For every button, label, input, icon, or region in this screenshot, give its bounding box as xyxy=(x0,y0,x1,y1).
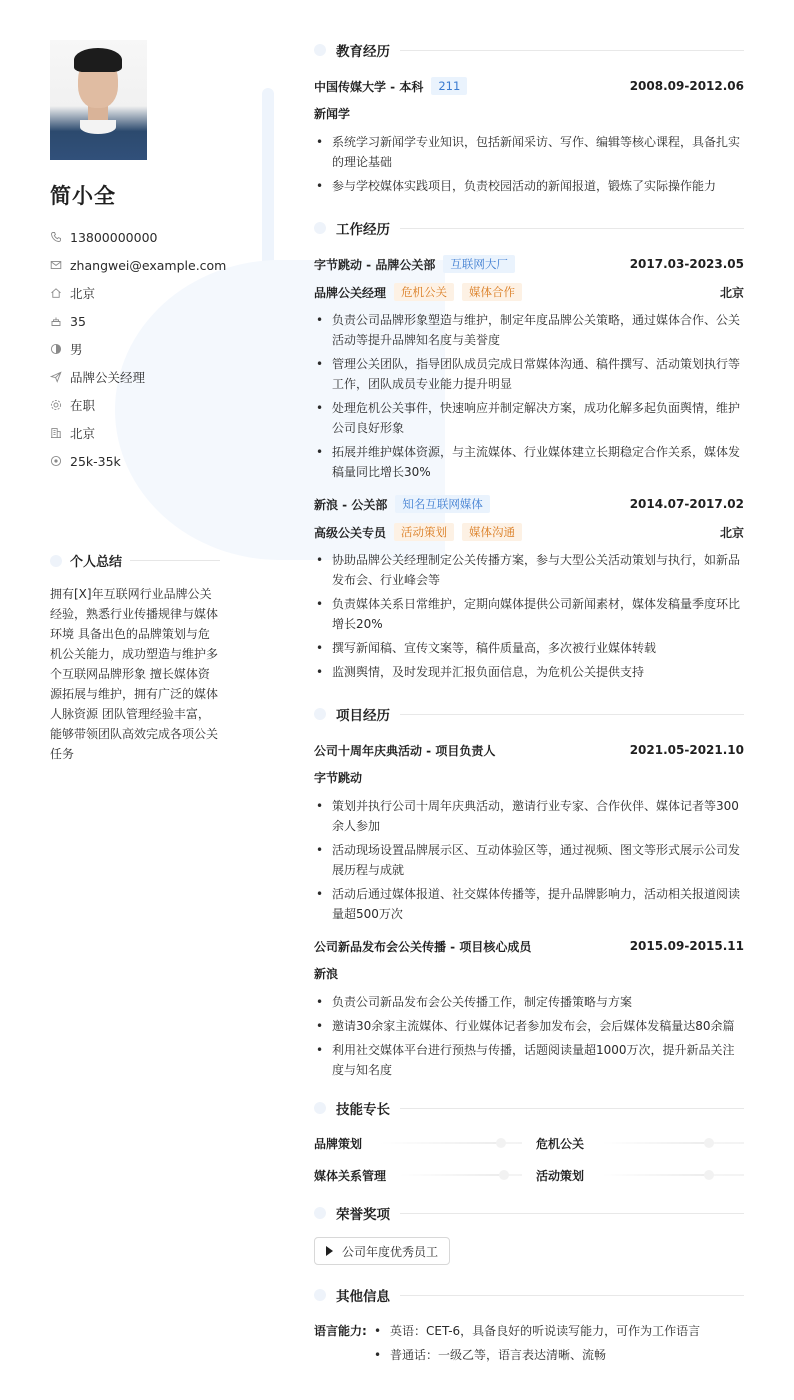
home-icon xyxy=(50,287,62,299)
info-position: 品牌公关经理 xyxy=(50,363,220,391)
age-icon xyxy=(50,315,62,327)
skill-item xyxy=(314,1165,522,1185)
main-content xyxy=(314,40,744,1369)
list-item: • 活动后通过媒体报道、社交媒体传播等，提升品牌影响力，活动相关报道阅读量超500万次 xyxy=(314,884,744,924)
education-period: 2008.09-2012.06 xyxy=(629,79,744,93)
list-item: • 撰写新闻稿、宣传文案等，稿件质量高，多次被行业媒体转载 xyxy=(314,638,744,658)
section-dot-icon xyxy=(314,1102,326,1114)
role-tag: 媒体沟通 xyxy=(462,523,522,541)
list-item: • 协助品牌公关经理制定公关传播方案，参与大型公关活动策划与执行，如新品发布会、行业峰会等 xyxy=(314,550,744,590)
skill-item xyxy=(536,1133,744,1153)
info-email: zhangwei@example.com xyxy=(50,251,220,279)
list-item: • 普通话：一级乙等，语言表达清晰、流畅 xyxy=(372,1345,744,1365)
section-dot-icon xyxy=(314,44,326,56)
skill-knob xyxy=(704,1170,714,1180)
education-major: 新闻学 xyxy=(314,107,351,121)
salary-icon xyxy=(50,455,62,467)
role-tag: 危机公关 xyxy=(394,283,454,301)
list-item: • 活动现场设置品牌展示区、互动体验区等，通过视频、图文等形式展示公司发展历程与成就 xyxy=(314,840,744,880)
job-bullets xyxy=(314,310,744,482)
project-period: 2021.05-2021.10 xyxy=(629,743,744,757)
project-header xyxy=(314,740,744,760)
section-dot-icon xyxy=(314,1207,326,1219)
list-item: • 邀请30余家主流媒体、行业媒体记者参加发布会，会后媒体发稿量达80余篇 xyxy=(314,1016,744,1036)
project-bullets xyxy=(314,796,744,924)
skill-item xyxy=(536,1165,744,1185)
language-row xyxy=(314,1321,744,1369)
award-item[interactable]: 公司年度优秀员工 xyxy=(314,1237,450,1265)
company-tag: 互联网大厂 xyxy=(443,255,515,273)
info-age: 35 xyxy=(50,307,220,335)
skill-bar xyxy=(602,1174,744,1176)
school-tag: 211 xyxy=(431,77,467,95)
company-name: 新浪 - 公关部 xyxy=(314,497,388,512)
section-dot-icon xyxy=(314,222,326,234)
list-item: • 负责公司新品发布会公关传播工作，制定传播策略与方案 xyxy=(314,992,744,1012)
job-role: 品牌公关经理 xyxy=(314,285,387,300)
section-dot-icon xyxy=(314,708,326,720)
send-icon xyxy=(50,371,62,383)
project-org: 字节跳动 xyxy=(314,771,363,785)
skill-bar xyxy=(602,1142,744,1144)
job-period: 2017.03-2023.05 xyxy=(629,257,744,271)
contact-info-list xyxy=(50,223,227,475)
skills-section-header: 技能专长 xyxy=(314,1098,744,1118)
job-role: 高级公关专员 xyxy=(314,525,387,540)
list-item: • 拓展并维护媒体资源，与主流媒体、行业媒体建立长期稳定合作关系，媒体发稿量同比增长30% xyxy=(314,442,744,482)
job-bullets xyxy=(314,550,744,682)
education-bullets xyxy=(314,132,744,196)
awards-section-header: 荣誉奖项 xyxy=(314,1203,744,1223)
list-item: • 负责媒体关系日常维护，定期向媒体提供公司新闻素材，媒体发稿量季度环比增长20% xyxy=(314,594,744,634)
status-icon xyxy=(50,399,62,411)
job-role-row xyxy=(314,522,744,542)
list-item: • 利用社交媒体平台进行预热与传播，话题阅读量超1000万次，提升新品关注度与知名度 xyxy=(314,1040,744,1080)
other-section-header: 其他信息 xyxy=(314,1285,744,1305)
section-dot-icon xyxy=(50,555,62,567)
skill-name: 媒体关系管理 xyxy=(314,1168,387,1183)
summary-title: 个人总结 xyxy=(70,555,123,570)
list-item: • 系统学习新闻学专业知识，包括新闻采访、写作、编辑等核心课程，具备扎实的理论基础 xyxy=(314,132,744,172)
role-tag: 媒体合作 xyxy=(462,283,522,301)
work-section-header: 工作经历 xyxy=(314,218,744,238)
role-tag: 活动策划 xyxy=(394,523,454,541)
info-salary: 25k-35k xyxy=(50,447,220,475)
section-dot-icon xyxy=(314,1289,326,1301)
job-location: 北京 xyxy=(719,525,744,540)
job-period: 2014.07-2017.02 xyxy=(629,497,744,511)
info-phone: 13800000000 xyxy=(50,223,220,251)
job-header xyxy=(314,494,744,514)
building-icon xyxy=(50,427,62,439)
summary-text: 拥有[X]年互联网行业品牌公关经验，熟悉行业传播规律与媒体环境 具备出色的品牌策划与危机公关能力，成功塑造与维护多个互联网品牌形象 擅长媒体资源拓展与维护，拥有广泛的媒体人脉资源 团队管理经验丰富，能够带领团队高效完成各项公关任务 xyxy=(50,587,219,761)
info-gender: 男 xyxy=(50,335,220,363)
info-work-city: 北京 xyxy=(50,419,220,447)
summary-section-header xyxy=(50,551,220,570)
avatar xyxy=(50,40,147,160)
info-city: 北京 xyxy=(50,279,220,307)
language-list xyxy=(372,1321,744,1369)
job-header xyxy=(314,254,744,274)
mail-icon xyxy=(50,259,62,271)
skill-knob xyxy=(496,1138,506,1148)
list-item: • 管理公关团队，指导团队成员完成日常媒体沟通、稿件撰写、活动策划执行等工作，团队成员专业能力提升明显 xyxy=(314,354,744,394)
company-name: 字节跳动 - 品牌公关部 xyxy=(314,257,436,272)
education-section-header: 教育经历 xyxy=(314,40,744,60)
education-row xyxy=(314,76,744,96)
skill-item xyxy=(314,1133,522,1153)
project-bullets xyxy=(314,992,744,1080)
skill-bar xyxy=(400,1174,522,1176)
sidebar xyxy=(50,40,227,764)
list-item: • 策划并执行公司十周年庆典活动，邀请行业专家、合作伙伴、媒体记者等300余人参加 xyxy=(314,796,744,836)
skill-knob xyxy=(499,1170,509,1180)
candidate-name: 简小全 xyxy=(50,184,116,208)
phone-icon xyxy=(50,231,62,243)
skill-bar xyxy=(380,1142,522,1144)
job-location: 北京 xyxy=(719,285,744,300)
project-period: 2015.09-2015.11 xyxy=(629,939,744,953)
list-item: • 英语：CET-6，具备良好的听说读写能力，可作为工作语言 xyxy=(372,1321,744,1341)
list-item: • 参与学校媒体实践项目，负责校园活动的新闻报道，锻炼了实际操作能力 xyxy=(314,176,744,196)
gender-icon xyxy=(50,343,62,355)
company-tag: 知名互联网媒体 xyxy=(395,495,490,513)
list-item: • 负责公司品牌形象塑造与维护，制定年度品牌公关策略，通过媒体合作、公关活动等提升品牌知名度与美誉度 xyxy=(314,310,744,350)
skill-name: 活动策划 xyxy=(536,1168,585,1183)
project-name: 公司新品发布会公关传播 - 项目核心成员 xyxy=(314,939,532,954)
projects-section-header: 项目经历 xyxy=(314,704,744,724)
project-org: 新浪 xyxy=(314,967,339,981)
school-name: 中国传媒大学 - 本科 xyxy=(314,79,424,94)
list-item: • 处理危机公关事件，快速响应并制定解决方案，成功化解多起负面舆情，维护公司良好形象 xyxy=(314,398,744,438)
play-icon xyxy=(326,1246,333,1256)
skill-name: 品牌策划 xyxy=(314,1136,363,1151)
info-status: 在职 xyxy=(50,391,220,419)
language-label: 语言能力: xyxy=(314,1324,367,1338)
project-name: 公司十周年庆典活动 - 项目负责人 xyxy=(314,743,496,758)
skill-name: 危机公关 xyxy=(536,1136,585,1151)
project-header xyxy=(314,936,744,956)
job-role-row xyxy=(314,282,744,302)
list-item: • 监测舆情，及时发现并汇报负面信息，为危机公关提供支持 xyxy=(314,662,744,682)
skill-knob xyxy=(704,1138,714,1148)
skills-grid xyxy=(314,1133,744,1185)
